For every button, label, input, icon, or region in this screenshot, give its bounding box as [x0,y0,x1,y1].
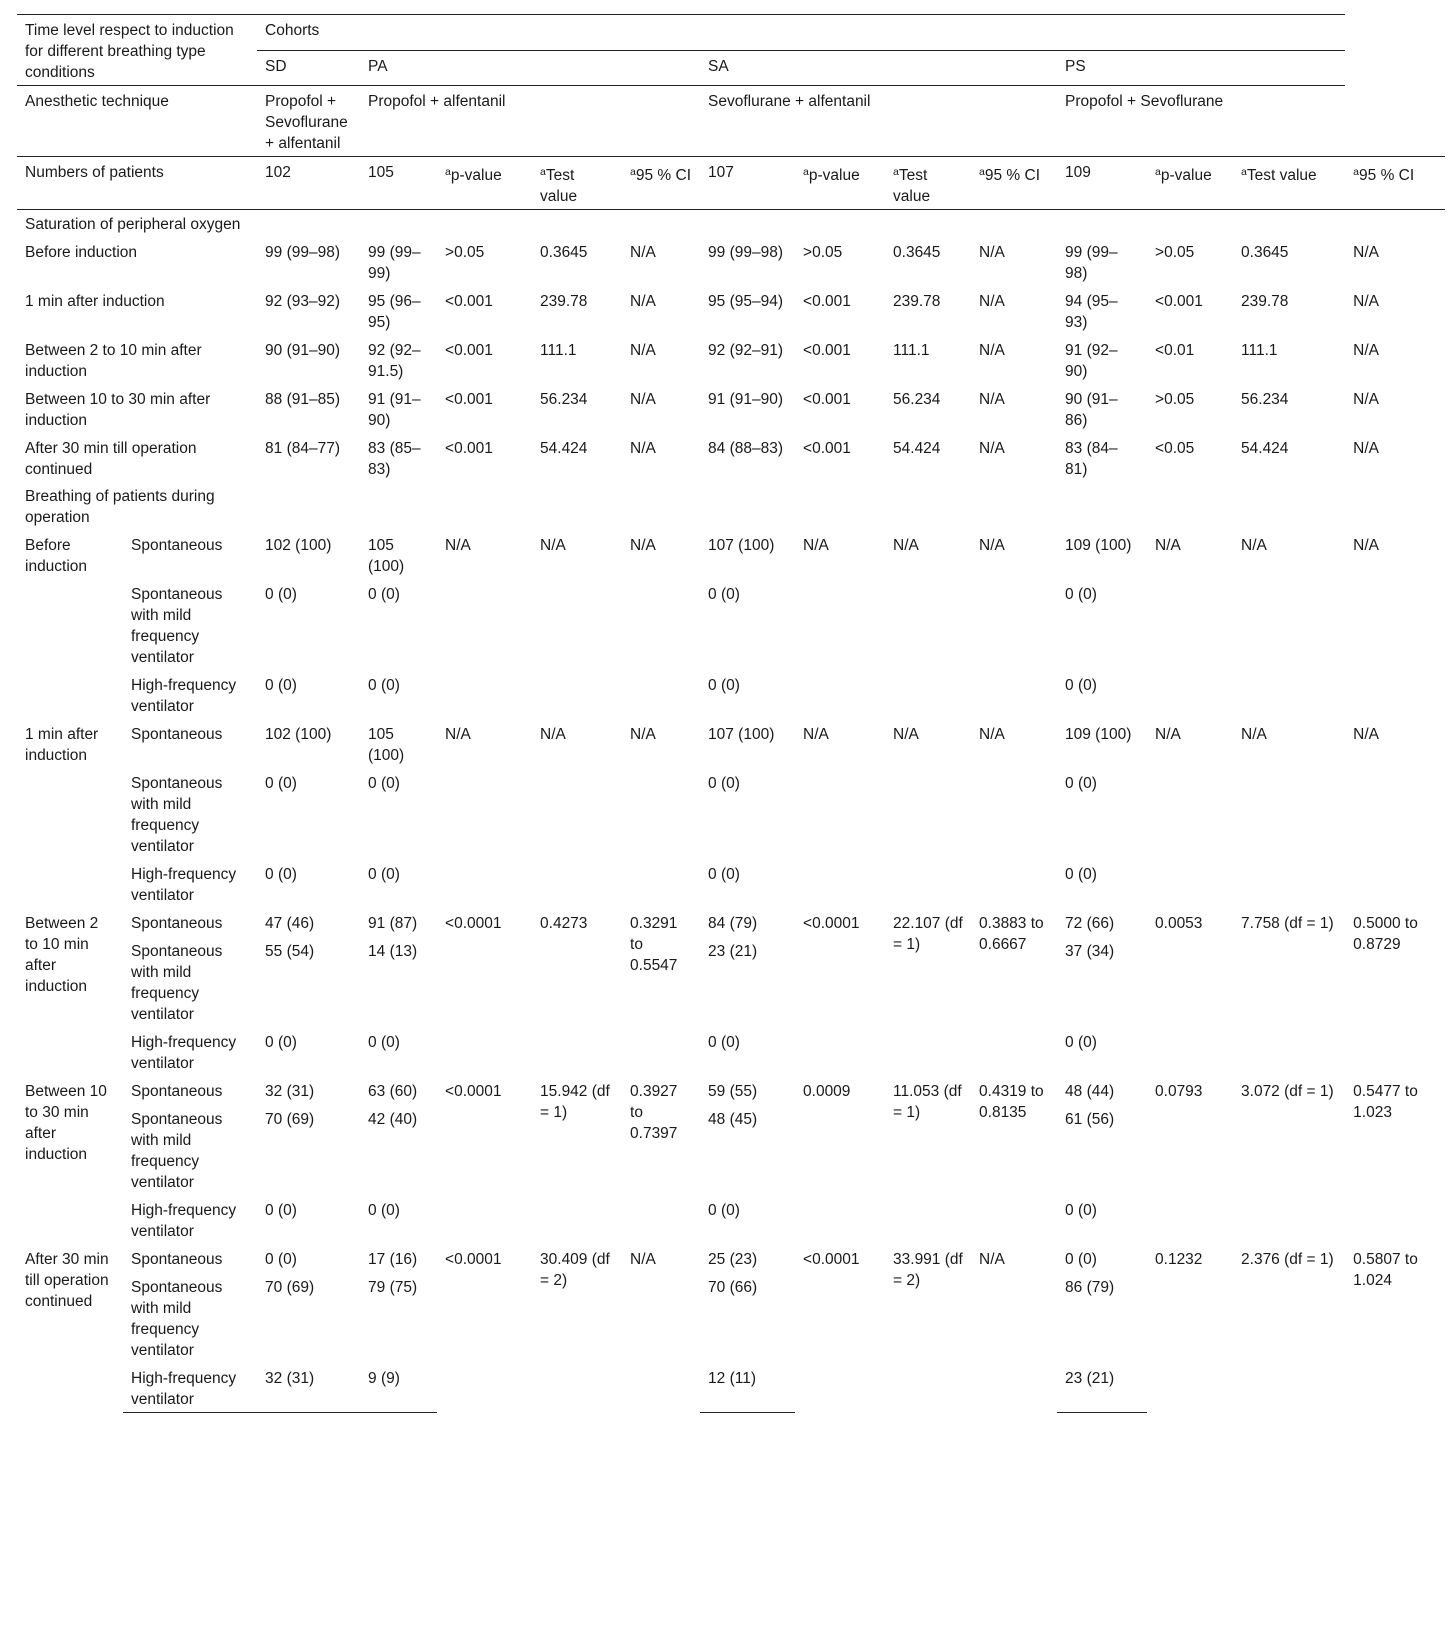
value-sa: 0 (0) [708,586,740,603]
empty-cell [700,210,795,238]
test-value-ps: 7.758 (df = 1) [1241,915,1334,932]
test-value-pa: 111.1 [540,342,577,359]
p-value-pa: <0.001 [445,440,493,457]
patients-pa: 105 [360,157,437,210]
value-sa: 91 (91–90) [708,391,783,408]
breathing-mode-label: Spontaneous with mild frequency ventilator [131,1111,223,1191]
ci-sa: 0.3883 to 0.6667 [979,915,1044,953]
p-value-sa: N/A [803,537,829,554]
value-sa: 70 (66) [708,1279,758,1296]
value-sa: 25 (23) [708,1251,758,1268]
value-sd: 70 (69) [265,1111,315,1128]
p-value-pa: <0.0001 [445,1251,502,1268]
value-sa: 0 (0) [708,1034,740,1051]
footnote-marker: a [1353,166,1360,178]
value-ps: 72 (66) [1065,915,1115,932]
empty-cell [795,210,885,238]
p-value-sa: <0.001 [803,342,851,359]
value-sd: 92 (93–92) [265,293,340,310]
breathing-mode-label: High-frequency ventilator [131,866,237,904]
test-value-sa: 22.107 (df = 1) [893,915,963,953]
p-value-pa: <0.0001 [445,915,502,932]
empty-cell [1147,210,1233,238]
breathing-mode-label: Spontaneous [131,1251,223,1268]
p-value-sa: <0.0001 [803,915,860,932]
group-pa: PA [360,50,700,86]
table-row [17,908,1445,936]
technique-sa: Sevoflurane + alfentanil [700,86,1057,157]
p-value-sa: <0.0001 [803,1251,860,1268]
value-ps: 0 (0) [1065,866,1097,883]
test-value-pa: 0.4273 [540,915,588,932]
group-sd: SD [257,50,360,86]
breathing-mode-label: High-frequency ventilator [131,1034,237,1072]
value-sd: 88 (91–85) [265,391,340,408]
breathing-mode-label: Spontaneous [131,1083,223,1100]
test-value-ps: 3.072 (df = 1) [1241,1083,1334,1100]
ci-sa: 0.4319 to 0.8135 [979,1083,1044,1121]
cohorts-header: Cohorts [257,15,1345,51]
ci-pa: N/A [630,391,656,408]
empty-cell [622,482,700,530]
ci-sa: N/A [979,537,1005,554]
value-sa: 95 (95–94) [708,293,783,310]
p-value-ps: <0.01 [1155,342,1195,359]
section-row [17,482,1445,530]
value-sd: 0 (0) [265,1251,297,1268]
test-value-pa: N/A [540,537,566,554]
section-row [17,210,1445,238]
p-value-pa: <0.001 [445,342,493,359]
table-row [17,1076,1445,1104]
test-value-pa: 15.942 (df = 1) [540,1083,610,1121]
empty-cell [700,482,795,530]
footnote-marker: a [540,166,546,178]
value-pa: 17 (16) [368,1251,418,1268]
table-row [17,335,1445,384]
value-pa: 0 (0) [368,586,400,603]
anesthetic-technique-label: Anesthetic technique [17,86,257,157]
time-label: Between 2 to 10 min after induction [25,915,99,995]
ci-sa: N/A [979,726,1005,743]
empty-cell [437,482,532,530]
breathing-mode-label: Spontaneous [131,726,223,743]
value-pa: 0 (0) [368,866,400,883]
patients-ps: 109 [1057,157,1147,210]
value-sa: 12 (11) [700,1363,795,1413]
value-pa: 91 (91–90) [368,391,421,429]
value-ps: 0 (0) [1065,1202,1097,1219]
value-pa: 83 (85–83) [368,440,421,478]
test-value-ps: 2.376 (df = 1) [1241,1251,1334,1268]
section-title-breathing: Breathing of patients during operation [25,488,215,526]
empty-cell [971,482,1057,530]
value-sa: 0 (0) [708,677,740,694]
data-table-container [17,14,1445,1413]
time-label: Between 10 to 30 min after induction [25,391,211,429]
table-row [17,530,1445,579]
value-sd: 32 (31) [265,1083,315,1100]
empty-cell [532,210,622,238]
section-title-spo2: Saturation of peripheral oxygen [25,216,241,233]
value-sa: 99 (99–98) [708,244,783,261]
p-value-ps: 0.0053 [1155,915,1203,932]
ci-sa: N/A [979,293,1005,310]
p-value-ps: >0.05 [1155,391,1195,408]
empty-cell [1147,482,1233,530]
breathing-mode-label: Spontaneous with mild frequency ventilator [131,586,223,666]
value-pa: 0 (0) [368,775,400,792]
empty-cell [1057,210,1147,238]
ci-ps: 0.5807 to 1.024 [1353,1251,1418,1289]
p-value-pa: <0.0001 [445,1083,502,1100]
test-value-ps: 54.424 [1241,440,1289,457]
ci-sa: N/A [979,244,1005,261]
value-sd: 47 (46) [265,915,315,932]
empty-cell [885,210,971,238]
empty-cell [257,210,360,238]
footnote-marker: a [803,166,809,178]
value-sd: 0 (0) [265,866,297,883]
value-sd: 102 (100) [265,726,332,743]
p-value-ps: N/A [1155,726,1181,743]
footnote-marker: a [979,166,985,178]
breathing-mode-label: High-frequency ventilator [131,677,237,715]
breathing-mode-label: Spontaneous with mild frequency ventilator [131,1279,223,1359]
test-value-sa: 11.053 (df = 1) [893,1083,962,1121]
value-sa: 59 (55) [708,1083,758,1100]
p-value-sa: <0.001 [803,440,851,457]
value-ps: 99 (99–98) [1065,244,1118,282]
test-value-ps: 111.1 [1241,342,1278,359]
breathing-mode-label: High-frequency ventilator [123,1363,257,1413]
stat-header-test-value: $^a$Test value [1233,157,1345,210]
test-value-ps: 56.234 [1241,391,1289,408]
value-pa: 92 (92–91.5) [368,342,421,380]
table-row [17,1244,1445,1272]
value-sa: 84 (88–83) [708,440,783,457]
stat-header-test-value: $^a$Test value [885,157,971,210]
footnote-marker: a [1155,166,1161,178]
value-ps: 0 (0) [1065,586,1097,603]
p-value-sa: <0.001 [803,293,851,310]
value-sd: 99 (99–98) [265,244,340,261]
value-pa: 0 (0) [368,677,400,694]
test-value-sa: N/A [893,726,919,743]
table-body [17,210,1445,1413]
patients-sd: 102 [257,157,360,210]
ci-pa: N/A [630,244,656,261]
value-sd: 0 (0) [265,586,297,603]
value-pa: 0 (0) [368,1034,400,1051]
footnote-marker: a [1241,166,1247,178]
ci-pa: N/A [630,1251,656,1268]
empty-cell [1057,482,1147,530]
value-ps: 48 (44) [1065,1083,1115,1100]
value-ps: 0 (0) [1065,1251,1097,1268]
ci-pa: 0.3927 to 0.7397 [630,1083,678,1142]
p-value-ps: N/A [1155,537,1181,554]
time-label: Before induction [25,537,88,575]
breathing-mode-label: Spontaneous [131,915,223,932]
test-value-sa: 56.234 [893,391,941,408]
breathing-mode-label: Spontaneous [131,537,223,554]
footnote-marker: a [445,166,451,178]
time-label: After 30 min till operation continued [25,1251,109,1310]
ci-ps: N/A [1353,244,1380,261]
value-sd: 90 (91–90) [265,342,340,359]
value-ps: 109 (100) [1065,537,1132,554]
value-ps: 0 (0) [1065,775,1097,792]
value-sd: 0 (0) [265,775,297,792]
empty-cell [795,482,885,530]
table-row [17,286,1445,335]
group-sa: SA [700,50,1057,86]
technique-pa: Propofol + alfentanil [360,86,700,157]
footnote-marker: a [630,166,636,178]
value-ps: 94 (95–93) [1065,293,1118,331]
empty-cell [532,482,622,530]
table-row [17,384,1445,433]
empty-cell [360,482,437,530]
p-value-sa: 0.0009 [803,1083,851,1100]
stat-header-pvalue: $^a$p-value [437,157,532,210]
value-pa: 95 (96–95) [368,293,421,331]
value-ps: 61 (56) [1065,1111,1115,1128]
breathing-mode-label: Spontaneous with mild frequency ventilator [131,775,223,855]
stat-header-ci: $^a$95 % CI [971,157,1057,210]
time-label: Before induction [25,244,138,261]
value-sd: 32 (31) [257,1363,360,1413]
value-sd: 70 (69) [265,1279,315,1296]
breathing-mode-label: High-frequency ventilator [131,1202,237,1240]
time-label: 1 min after induction [25,293,165,310]
value-sd: 0 (0) [265,677,297,694]
value-sa: 84 (79) [708,915,758,932]
ci-pa: N/A [630,726,656,743]
value-ps: 37 (34) [1065,943,1115,960]
patients-sa: 107 [700,157,795,210]
test-value-sa: 239.78 [893,293,941,310]
time-label: Between 2 to 10 min after induction [25,342,202,380]
test-value-sa: 54.424 [893,440,941,457]
p-value-pa: <0.001 [445,293,493,310]
ci-pa: 0.3291 to 0.5547 [630,915,678,974]
test-value-ps: 0.3645 [1241,244,1289,261]
test-value-ps: N/A [1241,726,1267,743]
p-value-ps: <0.001 [1155,293,1203,310]
p-value-pa: <0.001 [445,391,493,408]
test-value-sa: N/A [893,537,919,554]
empty-cell [257,482,360,530]
ci-sa: N/A [979,342,1005,359]
table-row [17,719,1445,768]
ci-ps: N/A [1353,726,1380,743]
value-ps: 86 (79) [1065,1279,1115,1296]
test-value-pa: 30.409 (df = 2) [540,1251,610,1289]
test-value-pa: 54.424 [540,440,588,457]
value-sa: 0 (0) [708,866,740,883]
test-value-ps: N/A [1241,537,1267,554]
value-pa: 0 (0) [368,1202,400,1219]
patients-label: Numbers of patients [17,157,257,210]
ci-pa: N/A [630,342,656,359]
empty-cell [1233,482,1345,530]
ci-ps: N/A [1353,440,1380,457]
ci-sa: N/A [979,1251,1005,1268]
value-sa: 48 (45) [708,1111,758,1128]
value-ps: 83 (84–81) [1065,440,1118,478]
test-value-sa: 0.3645 [893,244,941,261]
p-value-ps: <0.05 [1155,440,1195,457]
technique-sd: Propofol + Sevoflurane + alfentanil [257,86,360,157]
time-label: 1 min after induction [25,726,99,764]
ci-ps: N/A [1353,391,1380,408]
ci-ps: 0.5477 to 1.023 [1353,1083,1418,1121]
empty-cell [622,210,700,238]
value-sd: 0 (0) [265,1202,297,1219]
value-sd: 102 (100) [265,537,332,554]
stat-header-pvalue: $^a$p-value [1147,157,1233,210]
empty-cell [971,210,1057,238]
value-pa: 42 (40) [368,1111,418,1128]
p-value-ps: 0.0793 [1155,1083,1203,1100]
test-value-sa: 111.1 [893,342,930,359]
test-value-pa: N/A [540,726,566,743]
ci-ps: N/A [1353,537,1380,554]
value-pa: 91 (87) [368,915,418,932]
empty-cell [360,210,437,238]
results-table [17,14,1445,1413]
test-value-sa: 33.991 (df = 2) [893,1251,963,1289]
test-value-pa: 239.78 [540,293,588,310]
stat-header-test-value: $^a$Test value [532,157,622,210]
ci-sa: N/A [979,440,1005,457]
test-value-ps: 239.78 [1241,293,1289,310]
stat-header-pvalue: $^a$p-value [795,157,885,210]
value-ps: 0 (0) [1065,1034,1097,1051]
value-pa: 79 (75) [368,1279,418,1296]
value-pa: 14 (13) [368,943,418,960]
empty-cell [885,482,971,530]
p-value-ps: 0.1232 [1155,1251,1203,1268]
value-ps: 0 (0) [1065,677,1097,694]
time-level-header: Time level respect to induction for different breathing type conditions [17,15,257,86]
breathing-mode-label: Spontaneous with mild frequency ventilator [131,943,223,1023]
ci-pa: N/A [630,293,656,310]
table-row [17,433,1445,482]
ci-sa: N/A [979,391,1005,408]
footnote-marker: a [893,166,899,178]
stat-header-ci: $^a$95 % CI [1345,157,1445,210]
value-sd: 55 (54) [265,943,315,960]
value-sa: 23 (21) [708,943,758,960]
group-ps: PS [1057,50,1345,86]
ci-pa: N/A [630,537,656,554]
p-value-sa: >0.05 [803,244,843,261]
value-ps: 90 (91–86) [1065,391,1118,429]
ci-ps: 0.5000 to 0.8729 [1353,915,1418,953]
value-ps: 91 (92–90) [1065,342,1118,380]
p-value-ps: >0.05 [1155,244,1195,261]
empty-cell [437,210,532,238]
value-ps: 109 (100) [1065,726,1132,743]
time-label: Between 10 to 30 min after induction [25,1083,107,1163]
value-pa: 99 (99–99) [368,244,421,282]
value-sa: 107 (100) [708,537,775,554]
time-label: After 30 min till operation continued [25,440,197,478]
value-sa: 107 (100) [708,726,775,743]
ci-pa: N/A [630,440,656,457]
p-value-pa: N/A [445,537,471,554]
value-sa: 92 (92–91) [708,342,783,359]
value-pa: 105 (100) [368,726,405,764]
value-pa: 63 (60) [368,1083,418,1100]
test-value-pa: 0.3645 [540,244,588,261]
value-sd: 0 (0) [265,1034,297,1051]
p-value-sa: <0.001 [803,391,851,408]
value-sa: 0 (0) [708,775,740,792]
p-value-pa: >0.05 [445,244,485,261]
value-pa: 9 (9) [360,1363,437,1413]
value-sa: 0 (0) [708,1202,740,1219]
value-pa: 105 (100) [368,537,405,575]
empty-cell [1233,210,1345,238]
p-value-sa: N/A [803,726,829,743]
ci-ps: N/A [1353,293,1380,310]
table-row [17,237,1445,286]
p-value-pa: N/A [445,726,471,743]
ci-ps: N/A [1353,342,1380,359]
test-value-pa: 56.234 [540,391,588,408]
technique-ps: Propofol + Sevoflurane [1057,86,1345,157]
stat-header-ci: $^a$95 % CI [622,157,700,210]
table-header [17,15,1445,210]
value-sd: 81 (84–77) [265,440,340,457]
value-ps: 23 (21) [1057,1363,1147,1413]
